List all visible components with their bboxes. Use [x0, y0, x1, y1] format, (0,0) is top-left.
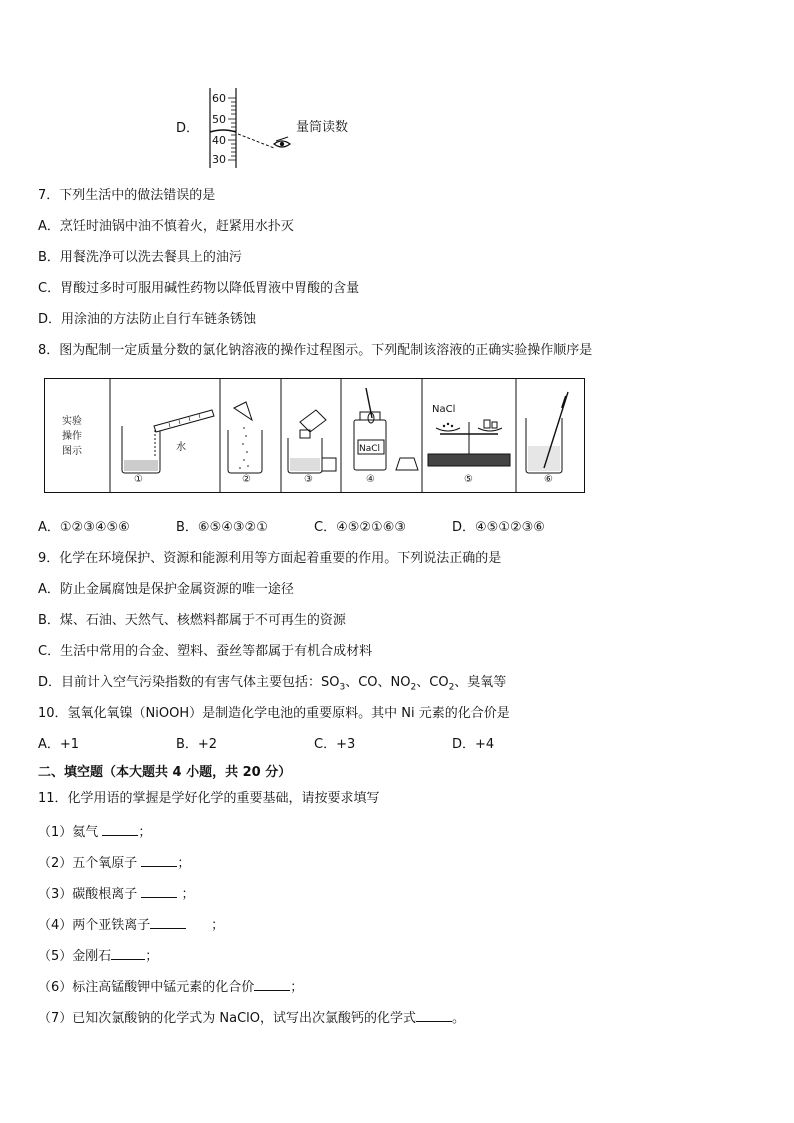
q11-item-2: （2）五个氧原子 ；	[38, 852, 190, 873]
step-number-4: ④	[366, 474, 375, 485]
eye-icon	[274, 137, 290, 147]
table-header-line1: 实验	[62, 416, 82, 427]
q11-item-5: （5）金刚石 ；	[38, 945, 158, 966]
tick-50: 50	[212, 113, 226, 126]
q8-option-c: C．④⑤②①⑥③	[314, 520, 407, 535]
q9-stem: 9．化学在环境保护、资源和能源利用等方面起着重要的作用。下列说法正确的是	[38, 551, 502, 566]
q8-operation-figure	[44, 378, 586, 494]
q7-option-a: A．烹饪时油锅中油不慎着火，赶紧用水扑灭	[38, 219, 294, 234]
q9-option-a: A．防止金属腐蚀是保护金属资源的唯一途径	[38, 582, 294, 597]
q8-option-b: B．⑥⑤④③②①	[176, 520, 268, 535]
q10-option-d: D．+4	[452, 737, 495, 752]
q6-option-d-letter: D．	[176, 121, 200, 136]
q9-option-d: D．目前计入空气污染指数的有害气体主要包括：$SO_3$、CO、$NO_2$、$CO_2$、臭氧等	[38, 675, 507, 693]
q11-item-1: （1）氦气 ；	[38, 821, 151, 842]
q11-stem: 11．化学用语的掌握是学好化学的重要基础，请按要求填写	[38, 791, 380, 806]
label-water: 水	[176, 442, 186, 453]
tick-40: 40	[212, 134, 226, 147]
q10-stem: 10．氢氧化氧镍（NiOOH）是制造化学电池的重要原料。其中 Ni 元素的化合价是	[38, 706, 510, 721]
q10-option-b: B．+2	[176, 737, 218, 752]
q10-options	[38, 736, 758, 754]
answer-blank[interactable]	[141, 852, 177, 867]
section-title: 二、填空题（本大题共 4 小题，共 20 分）	[38, 765, 292, 780]
step-number-5: ⑤	[464, 474, 473, 485]
q7-option-b: B．用餐洗净可以洗去餐具上的油污	[38, 250, 242, 265]
q8-option-d: D．④⑤①②③⑥	[452, 520, 545, 535]
q10-option-c: C．+3	[314, 737, 356, 752]
q8-options	[38, 519, 758, 537]
step-number-3: ③	[304, 474, 313, 485]
q9-option-c: C．生活中常用的合金、塑料、蚕丝等都属于有机合成材料	[38, 644, 373, 659]
answer-blank[interactable]	[102, 821, 138, 836]
q11-item-4: （4）两个亚铁离子 ；	[38, 914, 224, 935]
label-nacl-jar: NaCl	[359, 444, 381, 454]
table-header-line2: 操作	[62, 431, 82, 442]
table-header-line3: 图示	[62, 446, 82, 457]
q8-option-a: A．①②③④⑤⑥	[38, 520, 130, 535]
answer-blank[interactable]	[416, 1007, 452, 1022]
q7-option-c: C．胃酸过多时可服用碱性药物以降低胃液中胃酸的含量	[38, 281, 360, 296]
q8-stem: 8．图为配制一定质量分数的氯化钠溶液的操作过程图示。下列配制该溶液的正确实验操作顺序是	[38, 343, 593, 358]
q7-stem: 7．下列生活中的做法错误的是	[38, 188, 216, 203]
step-number-6: ⑥	[544, 474, 553, 485]
answer-blank[interactable]	[141, 883, 177, 898]
q11-item-3: （3）碳酸根离子 ；	[38, 883, 195, 904]
tick-30: 30	[212, 153, 226, 166]
q10-option-a: A．+1	[38, 737, 80, 752]
step-number-1: ①	[134, 474, 143, 485]
label-nacl-scale: NaCl	[432, 404, 456, 415]
q11-item-7: （7）已知次氯酸钠的化学式为 NaClO，试写出次氯酸钙的化学式 。	[38, 1007, 465, 1028]
q11-item-6: （6）标注高锰酸钾中锰元素的化合价 ；	[38, 976, 303, 997]
q9-option-b: B．煤、石油、天然气、核燃料都属于不可再生的资源	[38, 613, 346, 628]
answer-blank[interactable]	[111, 945, 145, 960]
tick-60: 60	[212, 92, 226, 105]
q7-option-d: D．用涂油的方法防止自行车链条锈蚀	[38, 312, 257, 327]
q6-option-d-caption: 量筒读数	[296, 120, 349, 135]
answer-blank[interactable]	[254, 976, 290, 991]
step-number-2: ②	[242, 474, 251, 485]
answer-blank[interactable]	[150, 914, 186, 929]
graduated-cylinder-figure	[200, 86, 300, 170]
